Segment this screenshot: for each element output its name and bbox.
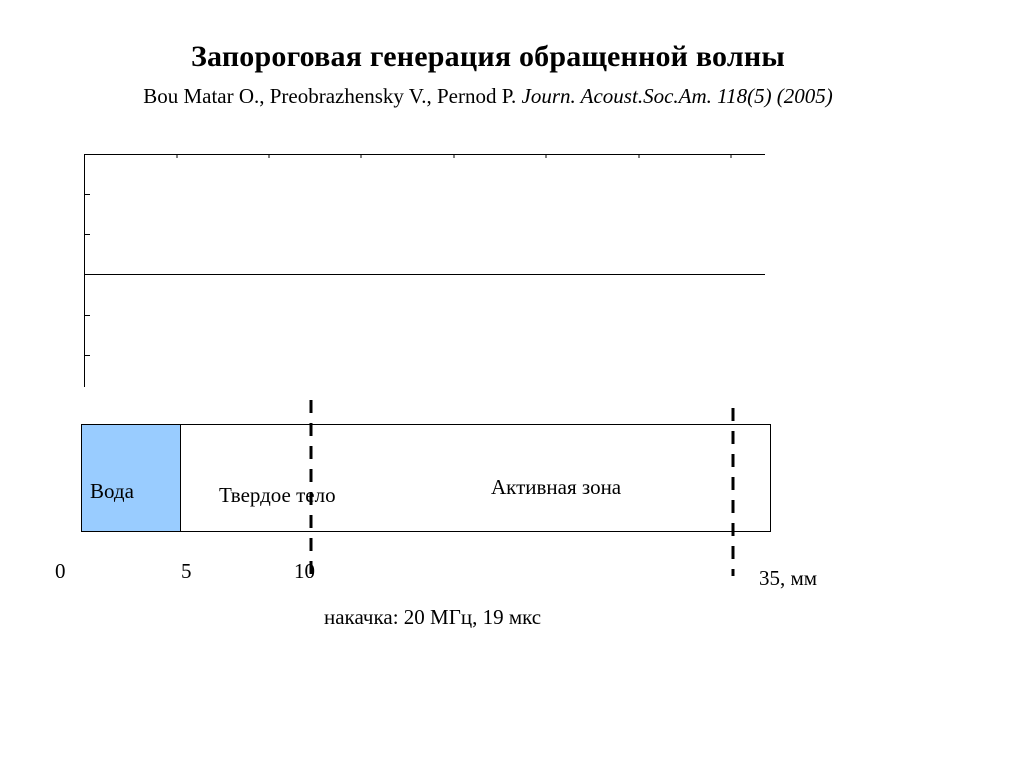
position-tick-label: 10	[294, 559, 315, 583]
position-tick-label: 35, мм	[759, 566, 818, 590]
water-label: Вода	[90, 479, 134, 503]
active-zone-label: Активная зона	[491, 475, 622, 499]
slide-title: Запороговая генерация обращенной волны	[190, 40, 786, 73]
position-tick-label: 0	[55, 559, 66, 583]
citation-journal: Journ. Acoust.Soc.Am. 118(5) (2005)	[521, 84, 833, 108]
citation-authors: Bou Matar O., Preobrazhensky V., Pernod P.	[143, 84, 517, 108]
position-tick-label: 5	[181, 559, 192, 583]
pump-label: накачка: 20 МГц, 19 мкс	[324, 605, 542, 629]
solid-label: Твердое тело	[219, 483, 336, 507]
